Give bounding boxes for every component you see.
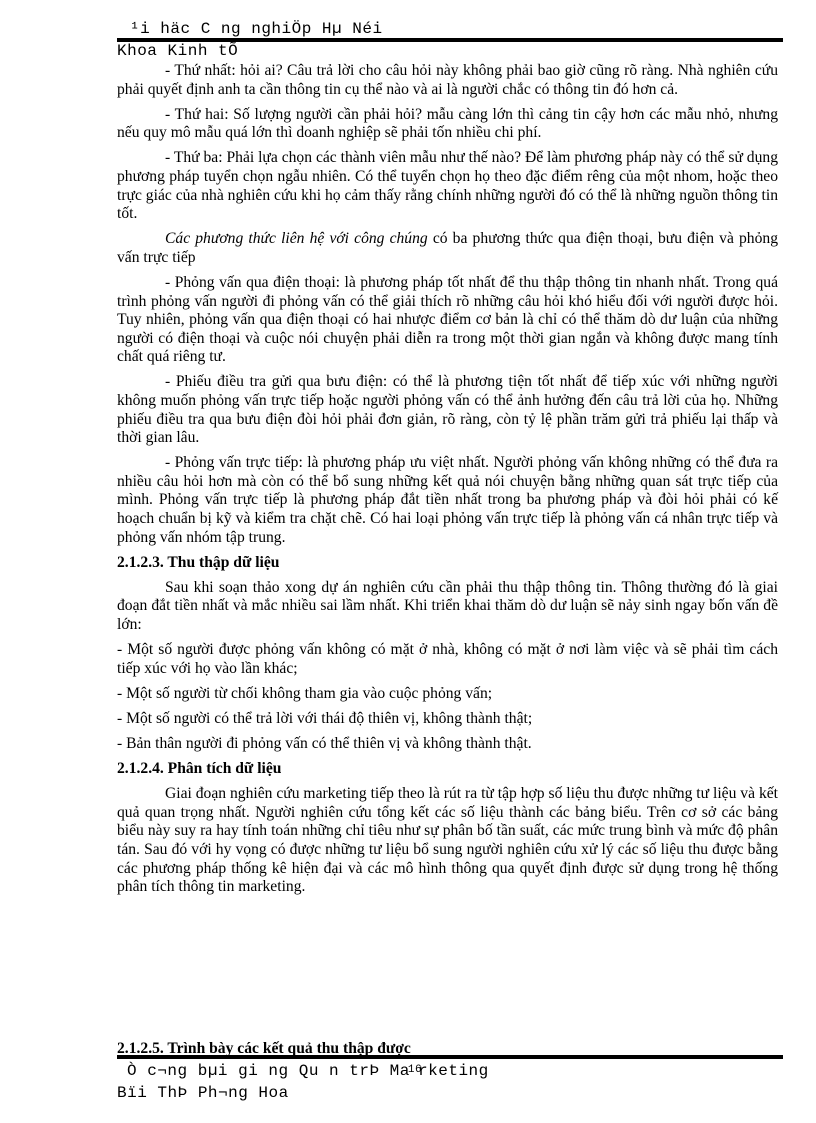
heading-data-analysis: 2.1.2.4. Phân tích dữ liệu bbox=[117, 760, 282, 778]
footer-author: Bïi ThÞ Ph¬ng Hoa bbox=[117, 1084, 289, 1102]
paragraph-first-question: - Thứ nhất: hỏi ai? Câu trả lời cho câu hỏi này không phải bao giờ cũng rõ ràng. Nhà nghiên cứu phải quyết định anh ta cần thông tin cụ thể nào và ai là người chắc có thông tin đó hơn cả. bbox=[117, 62, 778, 98]
paragraph-third-question: - Thứ ba: Phải lựa chọn các thành viên mẫu như thế nào? Để làm phương pháp này có thể sử dụng phương pháp tuyển chọn ngẫu nhiên. Có thể tuyển chọn họ theo đặc điểm rêng của một nhom, hoặc theo trực giác của nhà nghiên cứu khi họ cảm thấy rằng chính những người đó có thể là những nguồn thông tin tốt. bbox=[117, 149, 778, 223]
page-number: 16 bbox=[407, 1064, 423, 1076]
heading-results-presentation: 2.1.2.5. Trình bày các kết quả thu thập được bbox=[117, 1040, 411, 1055]
paragraph-data-analysis: Giai đoạn nghiên cứu marketing tiếp theo là rút ra từ tập hợp số liệu thu được những tư liệu và kết quả quan trọng nhất. Người nghiên cứu tổng kết các số liệu thành các bảng biểu. Trên cơ sở các bảng biểu này suy ra hay tính toán những chỉ tiêu như sự phân bố tần suất, các mức trung bình và mức độ phân tán. Sau đó với hy vọng có được những tư liệu bổ sung người nghiên cứu xử lý các số liệu thu được bằng các phương pháp thống kê hiện đại và các mô hình thông qua quyết định được sử dụng trong hệ thống phân tích thông tin marketing. bbox=[117, 785, 778, 896]
paragraph-mail-survey: - Phiếu điều tra gửi qua bưu điện: có thể là phương tiện tốt nhất để tiếp xúc với những người không muốn phỏng vấn trực tiếp hoặc người phỏng vấn có thể ảnh hưởng đến câu trả lời của họ. Những phiếu điều tra qua bưu điện đòi hỏi phải đơn giản, rõ ràng, còn tỷ lệ phần trăm gửi trả phiếu lại thấp và thời gian lâu. bbox=[117, 373, 778, 447]
list-item: - Bản thân người đi phỏng vấn có thể thiên vị và không thành thật. bbox=[117, 735, 532, 752]
list-item: - Một số người được phỏng vấn không có mặt ở nhà, không có mặt ở nơi làm việc và sẽ phải tìm cách tiếp xúc với họ vào lần khác; bbox=[117, 641, 778, 677]
list-item: - Một số người từ chối không tham gia vào cuộc phỏng vấn; bbox=[117, 684, 493, 702]
list-item: - Một số người có thể trả lời với thái độ thiên vị, không thành thật; bbox=[117, 709, 533, 727]
paragraph-data-collection: Sau khi soạn thảo xong dự án nghiên cứu cần phải thu thập thông tin. Thông thường đó là giai đoạn đắt tiền nhất và mắc nhiều sai lầm nhất. Khi triển khai thăm dò dư luận sẽ nảy sinh ngay bốn vấn đề lớn: bbox=[117, 578, 778, 634]
footer-rule bbox=[117, 1055, 783, 1059]
contact-methods-term: Các phương thức liên hệ với công chúng bbox=[165, 230, 428, 248]
paragraph-second-question: - Thứ hai: Số lượng người cần phải hỏi? mẫu càng lớn thì cảng tin cậy hơn các mẫu nhỏ, nhưng nếu quy mô mẫu quá lớn thì doanh nghiệp sẽ phải tốn nhiều chi phí. bbox=[117, 105, 778, 142]
paragraph-contact-methods bbox=[117, 230, 778, 267]
header-school: ¹i häc C ng nghiÖp Hµ Néi bbox=[130, 20, 383, 38]
footer-title bbox=[127, 1062, 489, 1080]
contact-methods-text: có ba phương thức qua điện thoại, bưu điện và phỏng vấn trực tiếp bbox=[117, 230, 778, 266]
header-faculty: Khoa Kinh tÕ bbox=[117, 42, 239, 60]
heading-data-collection: 2.1.2.3. Thu thập dữ liệu bbox=[117, 553, 280, 571]
document-body bbox=[117, 62, 778, 903]
footer-title-left: Ò c¬ng bµi gi ng Qu n trÞ Ma bbox=[127, 1062, 410, 1080]
paragraph-direct-interview: - Phỏng vấn trực tiếp: là phương pháp ưu việt nhất. Người phỏng vấn không những có thể đưa ra nhiều câu hỏi hơn mà còn có thể bổ sung những kết quả nói chuyện bằng những quan sát trực tiếp của mình. Phỏng vấn trực tiếp là phương pháp đắt tiền nhất trong ba phương pháp và đòi hỏi phải có kế hoạch chuẩn bị kỹ và kiểm tra chặt chẽ. Có hai loại phỏng vấn trực tiếp là phỏng vấn cá nhân trực tiếp và phỏng vấn nhóm tập trung. bbox=[117, 454, 778, 546]
paragraph-phone-interview: - Phỏng vấn qua điện thoại: là phương pháp tốt nhất để thu thập thông tin nhanh nhất. Trong quá trình phỏng vấn người đi phỏng vấn có thể giải thích rõ những câu hỏi khó hiểu đối với người được hỏi. Tuy nhiên, phỏng vấn qua điện thoại có hai nhược điểm cơ bản là chỉ có thể thăm dò dư luận của những người có điện thoại và cuộc nói chuyện phải diễn ra trong một thời gian ngắn và không được mang tính chất quá riêng tư. bbox=[117, 273, 778, 366]
footer-title-right: rketing bbox=[418, 1062, 489, 1080]
